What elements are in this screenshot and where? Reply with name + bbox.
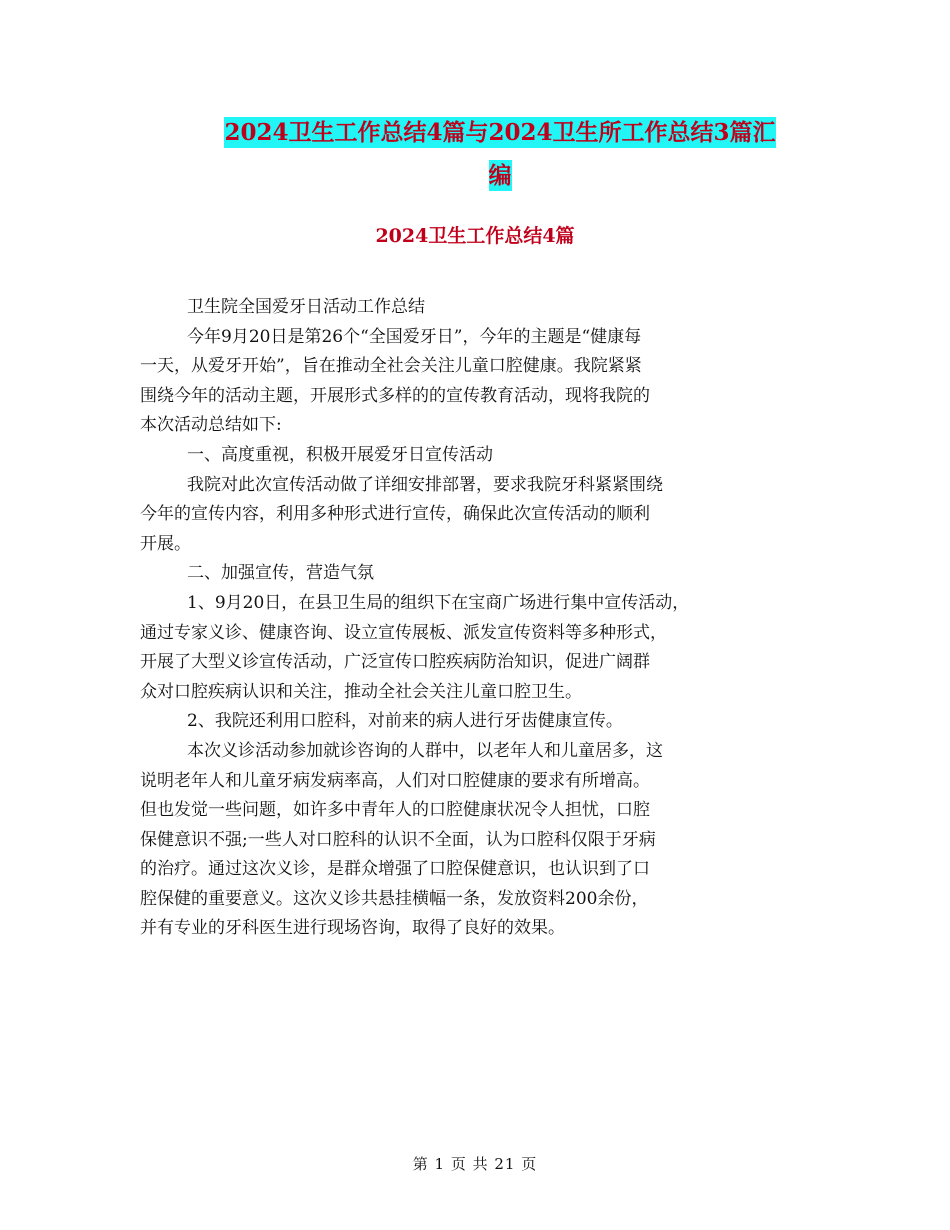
body-line: 众对口腔疾病认识和关注，推动全社会关注儿童口腔卫生。 (140, 681, 582, 702)
body-line: 的治疗。通过这次义诊，是群众增强了口腔保健意识，也认识到了口 (140, 859, 650, 880)
body-line: 本次活动总结如下: (140, 415, 282, 436)
body-line: 围绕今年的活动主题，开展形式多样的的宣传教育活动，现将我院的 (140, 385, 650, 406)
body-line: 卫生院全国爱牙日活动工作总结 (187, 297, 425, 317)
document-body (140, 293, 840, 944)
body-line: 保健意识不强;一些人对口腔科的认识不全面，认为口腔科仅限于牙病 (140, 829, 656, 850)
document-title-line-1 (150, 114, 850, 147)
body-line: 通过专家义诊、健康咨询、设立宣传展板、派发宣传资料等多种形式， (140, 622, 667, 643)
title-highlight: 编 (488, 162, 512, 189)
body-line: 今年的宣传内容，利用多种形式进行宣传，确保此次宣传活动的顺利 (140, 504, 650, 525)
body-line: 但也发觉一些问题，如许多中青年人的口腔健康状况令人担忧，口腔 (140, 800, 650, 821)
body-line: 2、我院还利用口腔科，对前来的病人进行牙齿健康宣传。 (187, 711, 623, 732)
body-line: 并有专业的牙科医生进行现场咨询，取得了良好的效果。 (140, 918, 565, 939)
body-line: 开展。 (140, 533, 191, 554)
body-line: 一、高度重视，积极开展爱牙日宣传活动 (187, 444, 493, 465)
body-line: 说明老年人和儿童牙病发病率高，人们对口腔健康的要求有所增高。 (140, 770, 650, 791)
section-title: 2024卫生工作总结4篇 (375, 225, 575, 247)
body-line: 今年9月20日是第26个“全国爱牙日”，今年的主题是“健康每 (187, 326, 642, 347)
body-line: 腔保健的重要意义。这次义诊共悬挂横幅一条，发放资料200余份， (140, 888, 649, 909)
body-line: 本次义诊活动参加就诊咨询的人群中，以老年人和儿童居多，这 (187, 740, 663, 761)
body-line: 开展了大型义诊宣传活动，广泛宣传口腔疾病防治知识，促进广阔群 (140, 652, 650, 673)
body-line: 1、9月20日，在县卫生局的组织下在宝商广场进行集中宣传活动， (187, 592, 690, 613)
title-highlight: 2024卫生工作总结4篇与2024卫生所工作总结3篇汇 (224, 119, 776, 146)
body-line: 我院对此次宣传活动做了详细安排部署，要求我院牙科紧紧围绕 (187, 474, 663, 495)
page-footer: 第 1 页 共 21 页 (412, 1155, 538, 1173)
body-line: 二、加强宣传，营造气氛 (187, 563, 374, 584)
document-title-line-2 (150, 157, 850, 190)
body-line: 一天，从爱牙开始”，旨在推动全社会关注儿童口腔健康。我院紧紧 (140, 356, 642, 377)
